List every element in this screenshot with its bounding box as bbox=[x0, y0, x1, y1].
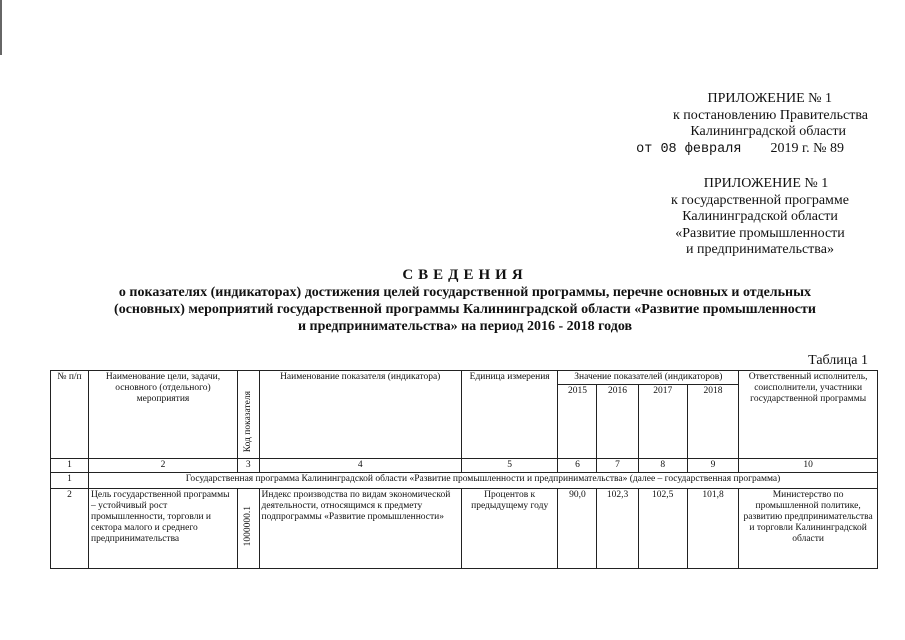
col-number-5: 5 bbox=[461, 459, 558, 473]
row-code: 1000000.1 bbox=[242, 506, 253, 547]
annex-2-line-4: и предпринимательства» bbox=[686, 242, 834, 257]
column-numbers-row bbox=[51, 459, 878, 473]
header-unit: Единица измерения bbox=[461, 371, 558, 459]
row-value-2018: 101,8 bbox=[687, 489, 738, 569]
col-number-10: 10 bbox=[739, 459, 878, 473]
header-values-group: Значение показателей (индикаторов) bbox=[558, 371, 739, 385]
col-number-8: 8 bbox=[638, 459, 687, 473]
annex-1-date-prefix: от 08 февраля bbox=[636, 141, 742, 157]
header-code: Код показателя bbox=[242, 390, 253, 452]
col-number-3: 3 bbox=[237, 459, 259, 473]
row-value-2016: 102,3 bbox=[597, 489, 638, 569]
annex-2-title: ПРИЛОЖЕНИЕ № 1 bbox=[703, 176, 829, 191]
table-row bbox=[51, 489, 878, 569]
header-goal: Наименование цели, задачи, основного (отдельного) мероприятия bbox=[89, 371, 238, 459]
heading-sub-1: о показателях (индикаторах) достижения целей государственной программы, перечне основных и отдельных bbox=[118, 285, 812, 300]
row-code-cell bbox=[237, 489, 259, 569]
section-row bbox=[51, 473, 878, 489]
table-caption: Таблица 1 bbox=[808, 353, 868, 368]
document-heading bbox=[60, 266, 870, 335]
col-number-4: 4 bbox=[259, 459, 461, 473]
row-value-2015: 90,0 bbox=[558, 489, 597, 569]
col-number-9: 9 bbox=[687, 459, 738, 473]
scan-edge-mark bbox=[0, 0, 2, 55]
annex-1-date bbox=[636, 141, 844, 159]
col-number-2: 2 bbox=[89, 459, 238, 473]
col-number-7: 7 bbox=[597, 459, 638, 473]
header-code-cell bbox=[237, 371, 259, 459]
annex-2-line-1: к государственной программе bbox=[671, 192, 849, 208]
row-unit: Процентов к предыдущему году bbox=[461, 489, 558, 569]
section-text: Государственная программа Калининградской области «Развитие промышленности и предпринимательства» (далее – государственная программа) bbox=[89, 473, 878, 489]
header-indicator: Наименование показателя (индикатора) bbox=[259, 371, 461, 459]
header-year-2017: 2017 bbox=[638, 385, 687, 459]
annex-2-line-2: Калининградской области bbox=[682, 209, 838, 224]
annex-1-line-2: Калининградской области bbox=[690, 124, 846, 139]
table-header-row-1 bbox=[51, 371, 878, 385]
header-year-2016: 2016 bbox=[597, 385, 638, 459]
header-responsible: Ответственный исполнитель, соисполнители, участники государственной программы bbox=[739, 371, 878, 459]
header-year-2015: 2015 bbox=[558, 385, 597, 459]
row-goal: Цель государственной программы – устойчивый рост промышленности, торговли и сектора малого и среднего предпринимательства bbox=[89, 489, 238, 569]
heading-sub-3: и предпринимательства» на период 2016 - 2018 годов bbox=[297, 319, 633, 334]
annex-2-line-3: «Развитие промышленности bbox=[675, 225, 845, 241]
section-num: 1 bbox=[51, 473, 89, 489]
header-num: № п/п bbox=[51, 371, 89, 459]
row-indicator: Индекс производства по видам экономической деятельности, относящимся к предмету подпрограммы «Развитие промышленности» bbox=[259, 489, 461, 569]
header-year-2018: 2018 bbox=[687, 385, 738, 459]
annex-1-block bbox=[636, 91, 868, 158]
col-number-6: 6 bbox=[558, 459, 597, 473]
annex-2-block bbox=[660, 176, 860, 259]
heading-sub-2: (основных) мероприятий государственной программы Калининградской области «Развитие промышленности bbox=[114, 302, 816, 317]
row-num: 2 bbox=[51, 489, 89, 569]
heading-main: СВЕДЕНИЯ bbox=[402, 267, 528, 283]
indicators-table bbox=[50, 370, 878, 569]
col-number-1: 1 bbox=[51, 459, 89, 473]
row-value-2017: 102,5 bbox=[638, 489, 687, 569]
row-responsible: Министерство по промышленной политике, развитию предпринимательства и торговли Калининградской области bbox=[739, 489, 878, 569]
annex-1-date-suffix: 2019 г. № 89 bbox=[770, 140, 844, 156]
annex-1-line-1: к постановлению Правительства bbox=[672, 107, 868, 123]
annex-1-title: ПРИЛОЖЕНИЕ № 1 bbox=[707, 91, 832, 106]
